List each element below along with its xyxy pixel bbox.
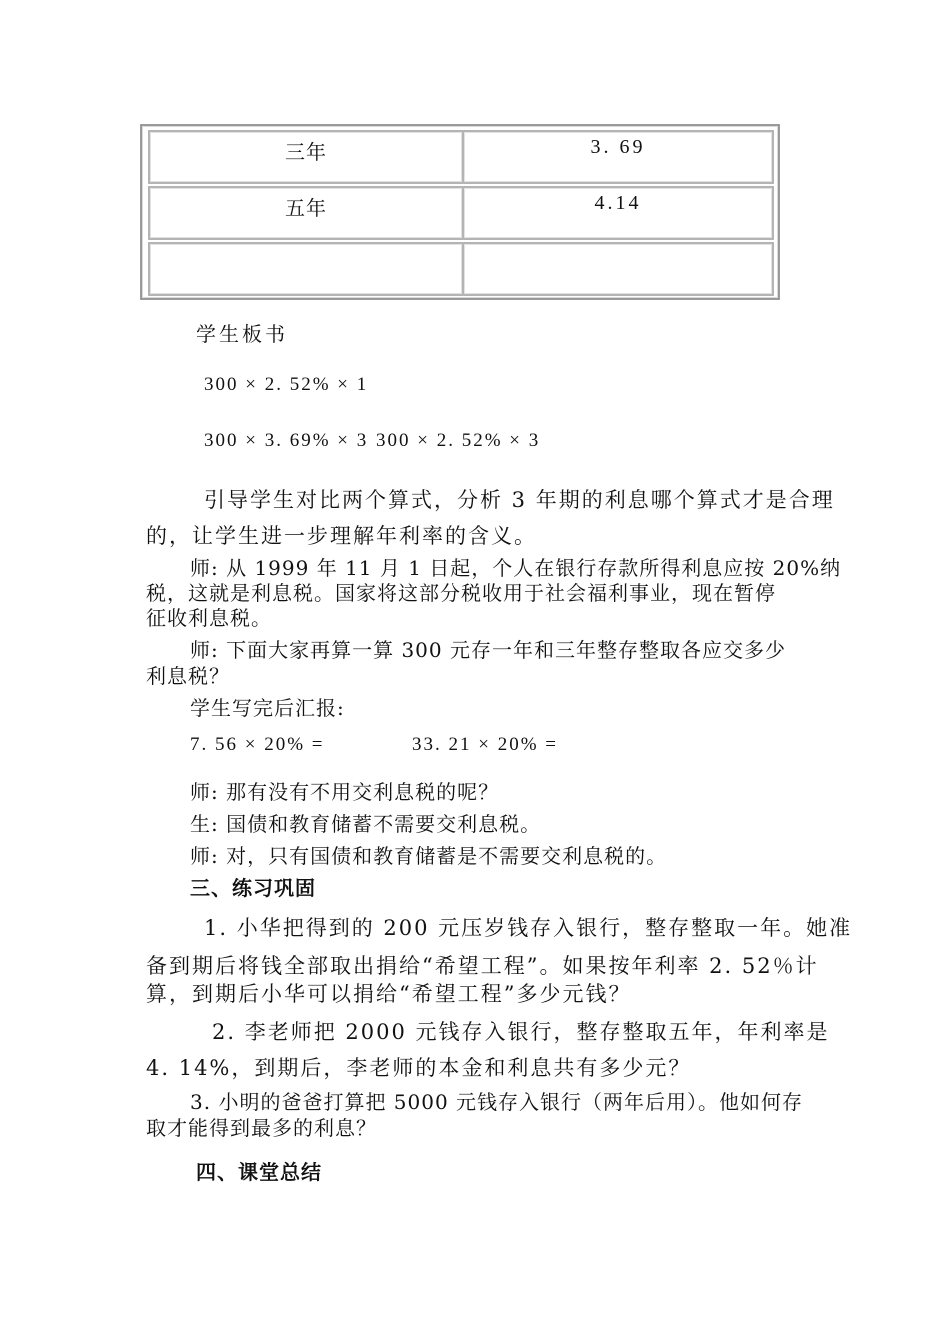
paragraph-line: 师: 从 1999 年 11 月 1 日起，个人在银行存款所得利息应按 20%纳 (190, 556, 842, 580)
exercise-line: 1. 小华把得到的 200 元压岁钱存入银行，整存整取一年。她准 (204, 916, 853, 940)
interest-rate-table (140, 124, 780, 300)
paragraph-line: 的，让学生进一步理解年利率的含义。 (146, 524, 537, 548)
paragraph-line: 利息税？ (146, 664, 230, 688)
table-cell-term (148, 242, 464, 296)
formula-line: 300 × 3. 69% × 3 (204, 430, 369, 451)
table-cell-text: 4.14 (594, 192, 642, 214)
table-cell-text: 3. 69 (590, 136, 646, 158)
dialogue-line: 师: 对，只有国债和教育储蓄是不需要交利息税的。 (190, 844, 668, 868)
table-cell-term (148, 130, 464, 184)
table-cell-rate (462, 242, 774, 296)
formula-line: 300 × 2. 52% × 1 (204, 374, 369, 395)
exercise-line: 取才能得到最多的利息？ (146, 1116, 377, 1140)
dialogue-line: 生: 国债和教育储蓄不需要交利息税。 (190, 812, 542, 836)
formula-line: 300 × 2. 52% × 3 (376, 430, 541, 451)
paragraph-line: 税，这就是利息税。国家将这部分税收用于社会福利事业，现在暂停 (146, 581, 776, 605)
paragraph-line: 引导学生对比两个算式，分析 3 年期的利息哪个算式才是合理 (204, 488, 835, 512)
table-cell-rate (462, 130, 774, 184)
paragraph-line: 师: 下面大家再算一算 300 元存一年和三年整存整取各应交多少 (190, 638, 786, 662)
section-title: 三、练习巩固 (190, 876, 316, 900)
calc-line: 33. 21 × 20% = (412, 734, 559, 755)
calc-line: 7. 56 × 20% = (190, 734, 325, 755)
table-cell-text: 五年 (285, 196, 327, 220)
dialogue-line: 师: 那有没有不用交利息税的呢？ (190, 780, 500, 804)
table-cell-term (148, 186, 464, 240)
table-cell-text: 三年 (285, 140, 327, 164)
exercise-line: 2. 李老师把 2000 元钱存入银行，整存整取五年，年利率是 (212, 1020, 830, 1044)
exercise-line: 3. 小明的爸爸打算把 5000 元钱存入银行（两年后用）。他如何存 (190, 1090, 804, 1114)
paragraph-line: 征收利息税。 (146, 606, 272, 630)
table-cell-rate (462, 186, 774, 240)
exercise-line: 4. 14%，到期后，李老师的本金和利息共有多少元？ (146, 1056, 692, 1080)
exercise-line: 算，到期后小华可以捐给“希望工程”多少元钱？ (146, 982, 632, 1006)
section-title: 四、课堂总结 (196, 1160, 322, 1184)
board-heading: 学生板书 (196, 322, 288, 346)
exercise-line: 备到期后将钱全部取出捐给“希望工程”。如果按年利率 2. 52％计 (146, 954, 819, 978)
report-heading: 学生写完后汇报: (190, 696, 345, 720)
